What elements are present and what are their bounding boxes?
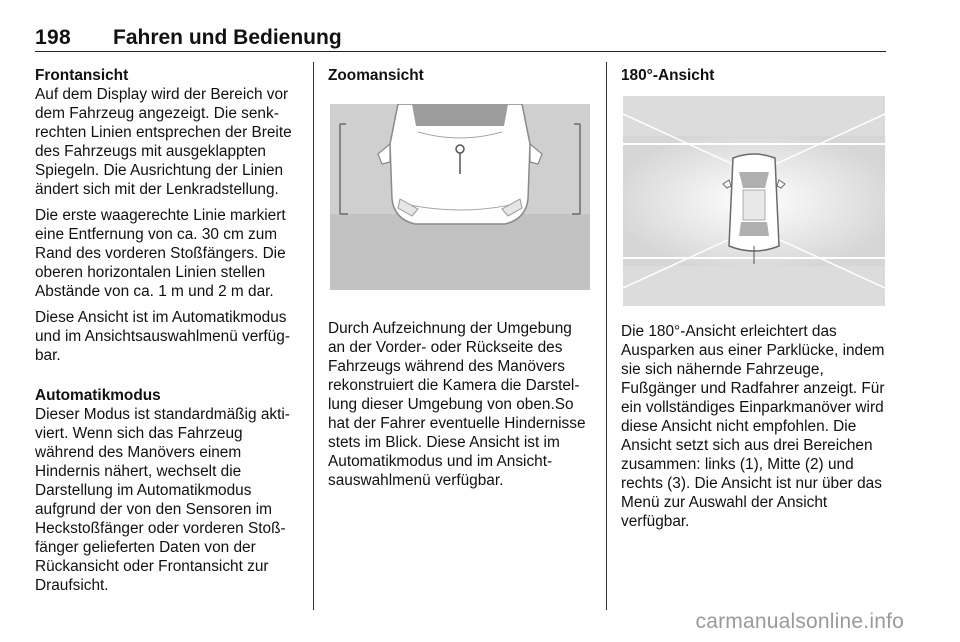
heading-frontansicht: Frontansicht xyxy=(35,67,129,84)
column-middle-body xyxy=(328,319,592,497)
column-divider xyxy=(606,62,607,610)
heading-automatikmodus: Automatikmodus xyxy=(35,387,161,404)
paragraph-front-2: Die erste waagerechte Linie markiert eine Entfernung von ca. 30 cm zum Rand des vorderen Stoßfängers. Die oberen horizontalen Linien stellen Abstände von ca. 1 m und 2 m dar. xyxy=(35,207,286,300)
column-right-body xyxy=(621,322,888,538)
figure-180-view xyxy=(623,96,885,306)
heading-180-ansicht: 180°-Ansicht xyxy=(621,67,715,84)
zoom-view-illustration xyxy=(330,104,590,290)
paragraph-front-3: Diese Ansicht ist im Automatikmodus und im Ansichtsauswahlmenü verfügbar. xyxy=(35,309,290,364)
column-divider xyxy=(313,62,314,610)
figure-zoom-view xyxy=(330,104,590,290)
column-left xyxy=(35,66,300,602)
page-title: Fahren und Bedienung xyxy=(113,26,342,49)
page-number: 198 xyxy=(35,26,71,49)
paragraph-auto-1: Dieser Modus ist standardmäßig aktiviert. Wenn sich das Fahrzeug während des Manövers einem Hindernis nähert, wechselt die Darstellung im Automatikmodus aufgrund der von den Sensoren im Heckstoßfänger oder vorderen Stoßfänger gelieferten Daten von der Rückansicht oder Frontansicht zur Draufsicht. xyxy=(35,406,290,594)
header-rule xyxy=(35,51,886,52)
column-middle xyxy=(328,66,592,85)
watermark: carmanualsonline.info xyxy=(695,610,904,633)
heading-zoomansicht: Zoomansicht xyxy=(328,67,424,84)
view-180-illustration xyxy=(623,96,885,306)
paragraph-180-1: Die 180°-Ansicht erleichtert das Ausparken aus einer Parklücke, indem sie sich nähernde Fahrzeuge, Fußgänger und Radfahrer anzeigt. Für ein vollständiges Einparkmanöver wird diese Ansicht nicht empfohlen. Die Ansicht setzt sich aus drei Bereichen zusammen: links (1), Mitte (2) und rechts (3). Die Ansicht ist nur über das Menü zur Auswahl der Ansicht verfügbar. xyxy=(621,323,885,530)
paragraph-front-1: Auf dem Display wird der Bereich vor dem Fahrzeug angezeigt. Die senkrechten Linien entsprechen der Breite des Fahrzeugs mit ausgeklappten Spiegeln. Die Ausrichtung der Linien ändert sich mit der Lenkradstellung. xyxy=(35,86,292,198)
column-right xyxy=(621,66,888,85)
paragraph-zoom-1: Durch Aufzeichnung der Umgebung an der Vorder- oder Rückseite des Fahrzeugs während des Manövers rekonstruiert die Kamera die Darstellung dieser Umgebung von oben.So hat der Fahrer eventuelle Hindernisse stets im Blick. Diese Ansicht ist im Automatikmodus und im Ansichtsauswahlmenü verfügbar. xyxy=(328,320,586,489)
